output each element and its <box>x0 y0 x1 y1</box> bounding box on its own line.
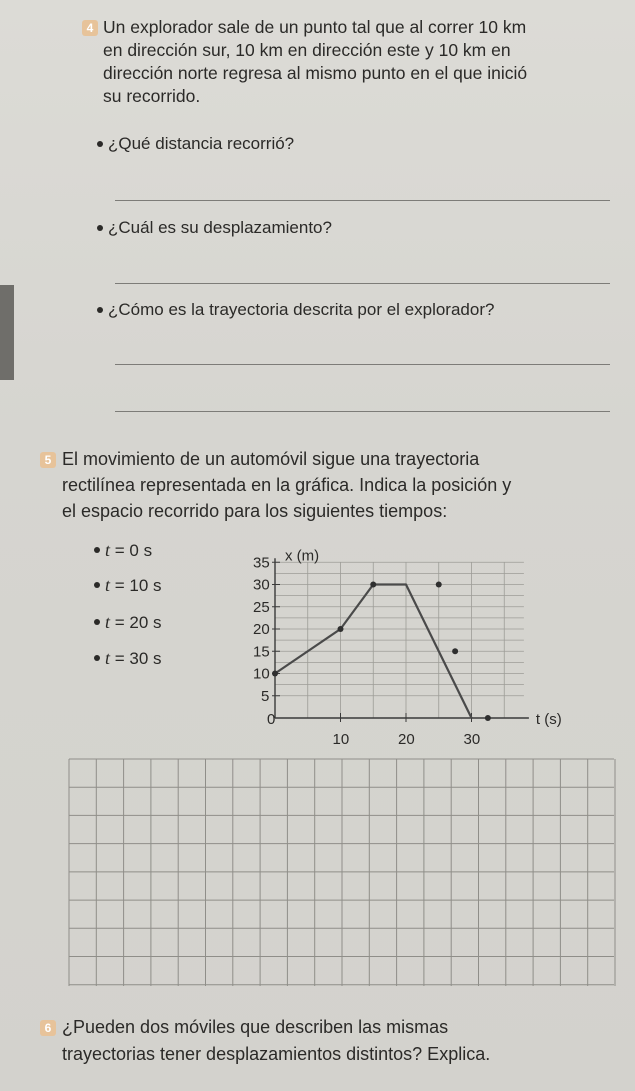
time-item-0 <box>105 540 152 561</box>
answer-grid[interactable] <box>68 758 616 988</box>
time-var: t <box>105 575 111 595</box>
y-tick-label: 30 <box>253 576 270 594</box>
time-item-30 <box>105 648 162 669</box>
data-point <box>452 648 458 654</box>
answer-line-trajectory-2[interactable] <box>115 411 610 412</box>
problem-4-number: 4 <box>82 20 98 36</box>
x-axis-label: t (s) <box>535 711 562 728</box>
x-tick-label: 10 <box>332 731 350 748</box>
problem-4-line-1: Un explorador sale de un punto tal que al correr 10 km <box>103 17 527 37</box>
problem-5-line-1: El movimiento de un automóvil sigue una trayectoria <box>62 449 480 469</box>
answer-line-displacement[interactable] <box>115 283 610 284</box>
y-tick-label: 20 <box>253 621 270 638</box>
y-tick-label: 15 <box>253 643 270 661</box>
data-point <box>485 715 491 721</box>
data-point <box>338 626 344 632</box>
question-trajectory: ¿Cómo es la trayectoria descrita por el explorador? <box>108 300 495 319</box>
answer-line-trajectory-1[interactable] <box>115 364 610 365</box>
y-tick-label: 10 <box>253 665 270 683</box>
position-time-chart <box>230 540 610 755</box>
page-edge-shadow <box>0 285 14 380</box>
data-point <box>272 671 278 677</box>
y-tick-label: 25 <box>253 598 270 616</box>
problem-4-line-4: su recorrido. <box>103 86 201 106</box>
answer-line-distance[interactable] <box>115 200 610 201</box>
time-value: = 10 s <box>110 576 162 595</box>
x-tick-label: 20 <box>398 731 415 748</box>
time-value: = 20 s <box>110 613 162 632</box>
time-var: t <box>105 540 111 560</box>
y-tick-label: 35 <box>253 554 270 572</box>
time-item-20 <box>105 612 162 633</box>
x-tick-label: 0 <box>267 711 276 728</box>
time-value: = 0 s <box>110 541 153 560</box>
time-value: = 30 s <box>110 649 162 668</box>
problem-5-number: 5 <box>40 452 56 468</box>
problem-5-line-2: rectilínea representada en la gráfica. Indica la posición y <box>62 475 512 495</box>
time-var: t <box>105 648 111 668</box>
y-axis-label: x (m) <box>285 547 320 565</box>
x-tick-label: 30 <box>463 731 481 748</box>
problem-6-number: 6 <box>40 1020 56 1036</box>
time-var: t <box>105 612 111 632</box>
data-point <box>436 582 442 588</box>
problem-4-line-3: dirección norte regresa al mismo punto en el que inició <box>103 63 528 83</box>
problem-6-line-1: ¿Pueden dos móviles que describen las mismas <box>62 1017 449 1037</box>
question-displacement: ¿Cuál es su desplazamiento? <box>108 218 332 237</box>
problem-6-line-2: trayectorias tener desplazamientos distintos? Explica. <box>62 1044 491 1064</box>
problem-5-line-3: el espacio recorrido para los siguientes tiempos: <box>62 501 448 521</box>
question-distance: ¿Qué distancia recorrió? <box>108 134 295 153</box>
y-tick-label: 5 <box>261 687 270 705</box>
problem-4-line-2: en dirección sur, 10 km en dirección este y 10 km en <box>103 40 511 60</box>
time-item-10 <box>105 575 162 596</box>
data-point <box>370 582 376 588</box>
